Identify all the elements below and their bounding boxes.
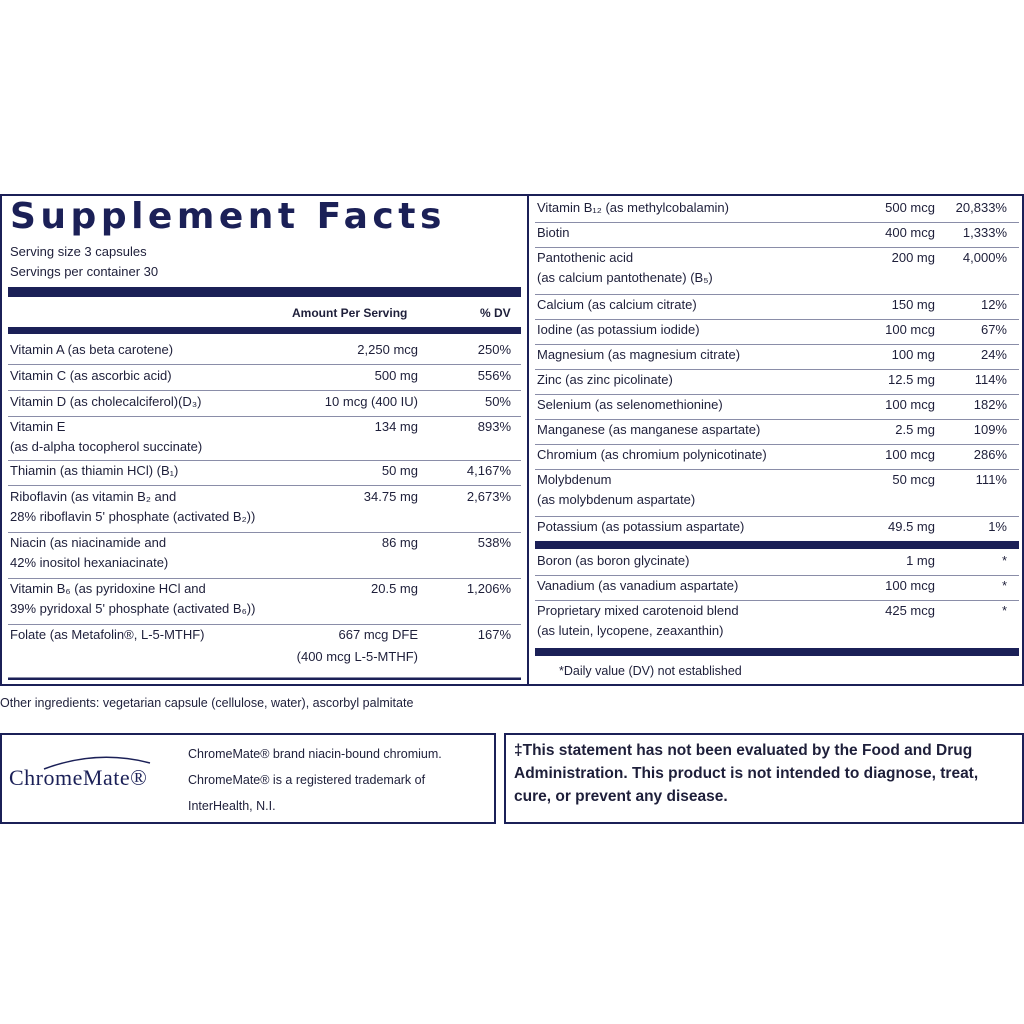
nutrient-amount: 500 mg bbox=[374, 368, 418, 383]
servings-per-container: Servings per container 30 bbox=[10, 264, 159, 279]
nutrient-name: Chromium (as chromium polynicotinate) bbox=[537, 447, 767, 462]
nutrient-amount: 500 mcg bbox=[885, 200, 935, 215]
nutrient-dv: 20,833% bbox=[955, 200, 1007, 215]
nutrient-row bbox=[535, 223, 1019, 248]
right-mid-thick-rule bbox=[535, 541, 1019, 549]
nutrient-name: Iodine (as potassium iodide) bbox=[537, 322, 700, 337]
nutrient-dv: 893% bbox=[477, 419, 511, 434]
nutrient-name: Selenium (as selenomethionine) bbox=[537, 397, 723, 412]
nutrient-name: (as calcium pantothenate) (B₅) bbox=[537, 270, 713, 285]
nutrient-amount: 10 mcg (400 IU) bbox=[324, 394, 418, 409]
header-thick-rule bbox=[8, 287, 521, 297]
nutrient-row bbox=[8, 461, 521, 486]
nutrient-row bbox=[8, 487, 521, 533]
nutrient-name: Proprietary mixed carotenoid blend bbox=[537, 603, 739, 618]
nutrient-row bbox=[8, 366, 521, 391]
dv-not-established-note: *Daily value (DV) not established bbox=[559, 664, 742, 678]
nutrient-amount: 425 mcg bbox=[885, 603, 935, 618]
facts-title: Supplement Facts bbox=[10, 196, 446, 237]
nutrient-dv: 2,673% bbox=[466, 489, 511, 504]
nutrient-name: Potassium (as potassium aspartate) bbox=[537, 519, 745, 534]
nutrient-name: Niacin (as niacinamide and bbox=[10, 535, 167, 550]
nutrient-dv: 4,000% bbox=[962, 250, 1007, 265]
nutrient-name: Vitamin B₁₂ (as methylcobalamin) bbox=[537, 200, 729, 215]
nutrient-name: Riboflavin (as vitamin B₂ and bbox=[10, 489, 177, 504]
nutrient-name: Vitamin D (as cholecalciferol)(D₃) bbox=[10, 394, 202, 409]
nutrient-row bbox=[535, 395, 1019, 420]
nutrient-row bbox=[535, 576, 1019, 601]
nutrient-row bbox=[535, 370, 1019, 395]
nutrient-dv: 12% bbox=[980, 297, 1007, 312]
nutrient-dv: 538% bbox=[477, 535, 511, 550]
nutrient-name: Calcium (as calcium citrate) bbox=[537, 297, 697, 312]
nutrient-dv: 109% bbox=[973, 422, 1007, 437]
nutrient-row bbox=[535, 470, 1019, 517]
nutrient-row bbox=[535, 420, 1019, 445]
nutrient-amount: 100 mcg bbox=[885, 322, 935, 337]
nutrient-name: (as molybdenum aspartate) bbox=[537, 492, 696, 507]
nutrient-amount: 100 mg bbox=[891, 347, 935, 362]
nutrient-row bbox=[535, 248, 1019, 295]
nutrient-name: Vitamin C (as ascorbic acid) bbox=[10, 368, 172, 383]
nutrient-name: (as lutein, lycopene, zeaxanthin) bbox=[537, 623, 724, 638]
chromemate-swoosh-icon bbox=[42, 753, 152, 773]
nutrient-dv: 50% bbox=[484, 394, 511, 409]
nutrient-row bbox=[8, 392, 521, 417]
nutrient-dv: 167% bbox=[477, 627, 511, 642]
nutrient-name: Vitamin B₆ (as pyridoxine HCl and bbox=[10, 581, 206, 596]
nutrient-name: Manganese (as manganese aspartate) bbox=[537, 422, 761, 437]
nutrient-amount: 134 mg bbox=[374, 419, 418, 434]
column-header-rule bbox=[8, 327, 521, 334]
disclaimer-line-2: Administration. This product is not intended to diagnose, treat, bbox=[514, 765, 979, 782]
nutrient-amount: 100 mcg bbox=[885, 397, 935, 412]
nutrient-amount: 200 mg bbox=[891, 250, 935, 265]
nutrient-name: Folate (as Metafolin®, L-5-MTHF) bbox=[10, 627, 205, 642]
nutrient-name: Biotin bbox=[537, 225, 570, 240]
nutrient-row bbox=[535, 345, 1019, 370]
other-ingredients: Other ingredients: vegetarian capsule (cellulose, water), ascorbyl palmitate bbox=[0, 696, 414, 710]
nutrient-dv: 556% bbox=[477, 368, 511, 383]
nutrient-amount: 50 mcg bbox=[892, 472, 935, 487]
nutrient-name: Vitamin A (as beta carotene) bbox=[10, 342, 174, 357]
nutrient-row bbox=[535, 517, 1019, 541]
nutrient-dv: 4,167% bbox=[466, 463, 511, 478]
nutrient-name: 28% riboflavin 5' phosphate (activated B₂)) bbox=[10, 509, 256, 524]
panel-column-divider bbox=[527, 196, 529, 684]
nutrient-dv: 1% bbox=[988, 519, 1007, 534]
nutrient-name: Pantothenic acid bbox=[537, 250, 634, 265]
amount-per-serving-header: Amount Per Serving bbox=[292, 306, 408, 320]
nutrient-amount: 12.5 mg bbox=[888, 372, 935, 387]
nutrient-dv: * bbox=[1001, 603, 1007, 618]
dv-header: % DV bbox=[480, 306, 511, 320]
nutrient-row bbox=[8, 340, 521, 365]
serving-size: Serving size 3 capsules bbox=[10, 244, 147, 259]
nutrient-amount: 100 mcg bbox=[885, 447, 935, 462]
nutrient-dv: * bbox=[1001, 553, 1007, 568]
nutrient-amount: 1 mg bbox=[906, 553, 935, 568]
left-bottom-rule bbox=[8, 678, 521, 680]
chromemate-box bbox=[0, 733, 496, 824]
nutrient-name: Zinc (as zinc picolinate) bbox=[537, 372, 673, 387]
nutrient-dv: 1,333% bbox=[962, 225, 1007, 240]
nutrient-amount: (400 mcg L-5-MTHF) bbox=[296, 649, 418, 664]
disclaimer-line-1: ‡This statement has not been evaluated by the Food and Drug bbox=[514, 742, 973, 759]
nutrient-dv: * bbox=[1001, 578, 1007, 593]
nutrient-dv: 286% bbox=[973, 447, 1007, 462]
nutrient-amount: 49.5 mg bbox=[888, 519, 935, 534]
nutrient-name: (as d-alpha tocopherol succinate) bbox=[10, 439, 203, 454]
chromemate-line-1: ChromeMate® brand niacin-bound chromium. bbox=[188, 747, 442, 761]
nutrient-amount: 100 mcg bbox=[885, 578, 935, 593]
nutrient-amount: 20.5 mg bbox=[371, 581, 418, 596]
nutrient-row bbox=[8, 625, 521, 678]
nutrient-name: 42% inositol hexaniacinate) bbox=[10, 555, 169, 570]
nutrient-dv: 67% bbox=[980, 322, 1007, 337]
nutrient-dv: 1,206% bbox=[466, 581, 511, 596]
nutrient-name: Magnesium (as magnesium citrate) bbox=[537, 347, 741, 362]
nutrient-dv: 24% bbox=[980, 347, 1007, 362]
nutrient-row bbox=[535, 198, 1019, 223]
nutrient-row bbox=[535, 551, 1019, 576]
nutrient-name: Boron (as boron glycinate) bbox=[537, 553, 690, 568]
nutrient-name: Molybdenum bbox=[537, 472, 612, 487]
chromemate-logo: ChromeMate® bbox=[9, 765, 148, 790]
chromemate-line-2: ChromeMate® is a registered trademark of bbox=[188, 773, 426, 787]
nutrient-dv: 114% bbox=[974, 372, 1007, 387]
nutrient-amount: 400 mcg bbox=[885, 225, 935, 240]
nutrient-row bbox=[535, 601, 1019, 648]
disclaimer-line-3: cure, or prevent any disease. bbox=[514, 788, 728, 805]
nutrient-name: Vitamin E bbox=[10, 419, 66, 434]
nutrient-row bbox=[535, 320, 1019, 345]
nutrient-dv: 250% bbox=[477, 342, 511, 357]
nutrient-amount: 50 mg bbox=[381, 463, 418, 478]
nutrient-amount: 86 mg bbox=[381, 535, 418, 550]
nutrient-amount: 2.5 mg bbox=[895, 422, 935, 437]
nutrient-dv: 182% bbox=[973, 397, 1007, 412]
nutrient-row bbox=[535, 295, 1019, 320]
nutrient-row bbox=[8, 579, 521, 625]
nutrient-name: 39% pyridoxal 5' phosphate (activated B₆)) bbox=[10, 601, 256, 616]
nutrient-name: Thiamin (as thiamin HCl) (B₁) bbox=[10, 463, 179, 478]
right-bottom-thick-rule bbox=[535, 648, 1019, 656]
nutrient-name: Vanadium (as vanadium aspartate) bbox=[537, 578, 739, 593]
chromemate-line-3: InterHealth, N.I. bbox=[188, 799, 276, 813]
nutrient-amount: 150 mg bbox=[891, 297, 935, 312]
disclaimer-box bbox=[504, 733, 1024, 824]
nutrient-amount: 34.75 mg bbox=[363, 489, 418, 504]
nutrient-row bbox=[8, 533, 521, 579]
nutrient-amount: 667 mcg DFE bbox=[338, 627, 418, 642]
nutrient-dv: 111% bbox=[975, 472, 1007, 487]
nutrient-row bbox=[535, 445, 1019, 470]
nutrient-amount: 2,250 mcg bbox=[357, 342, 418, 357]
nutrient-row bbox=[8, 417, 521, 461]
